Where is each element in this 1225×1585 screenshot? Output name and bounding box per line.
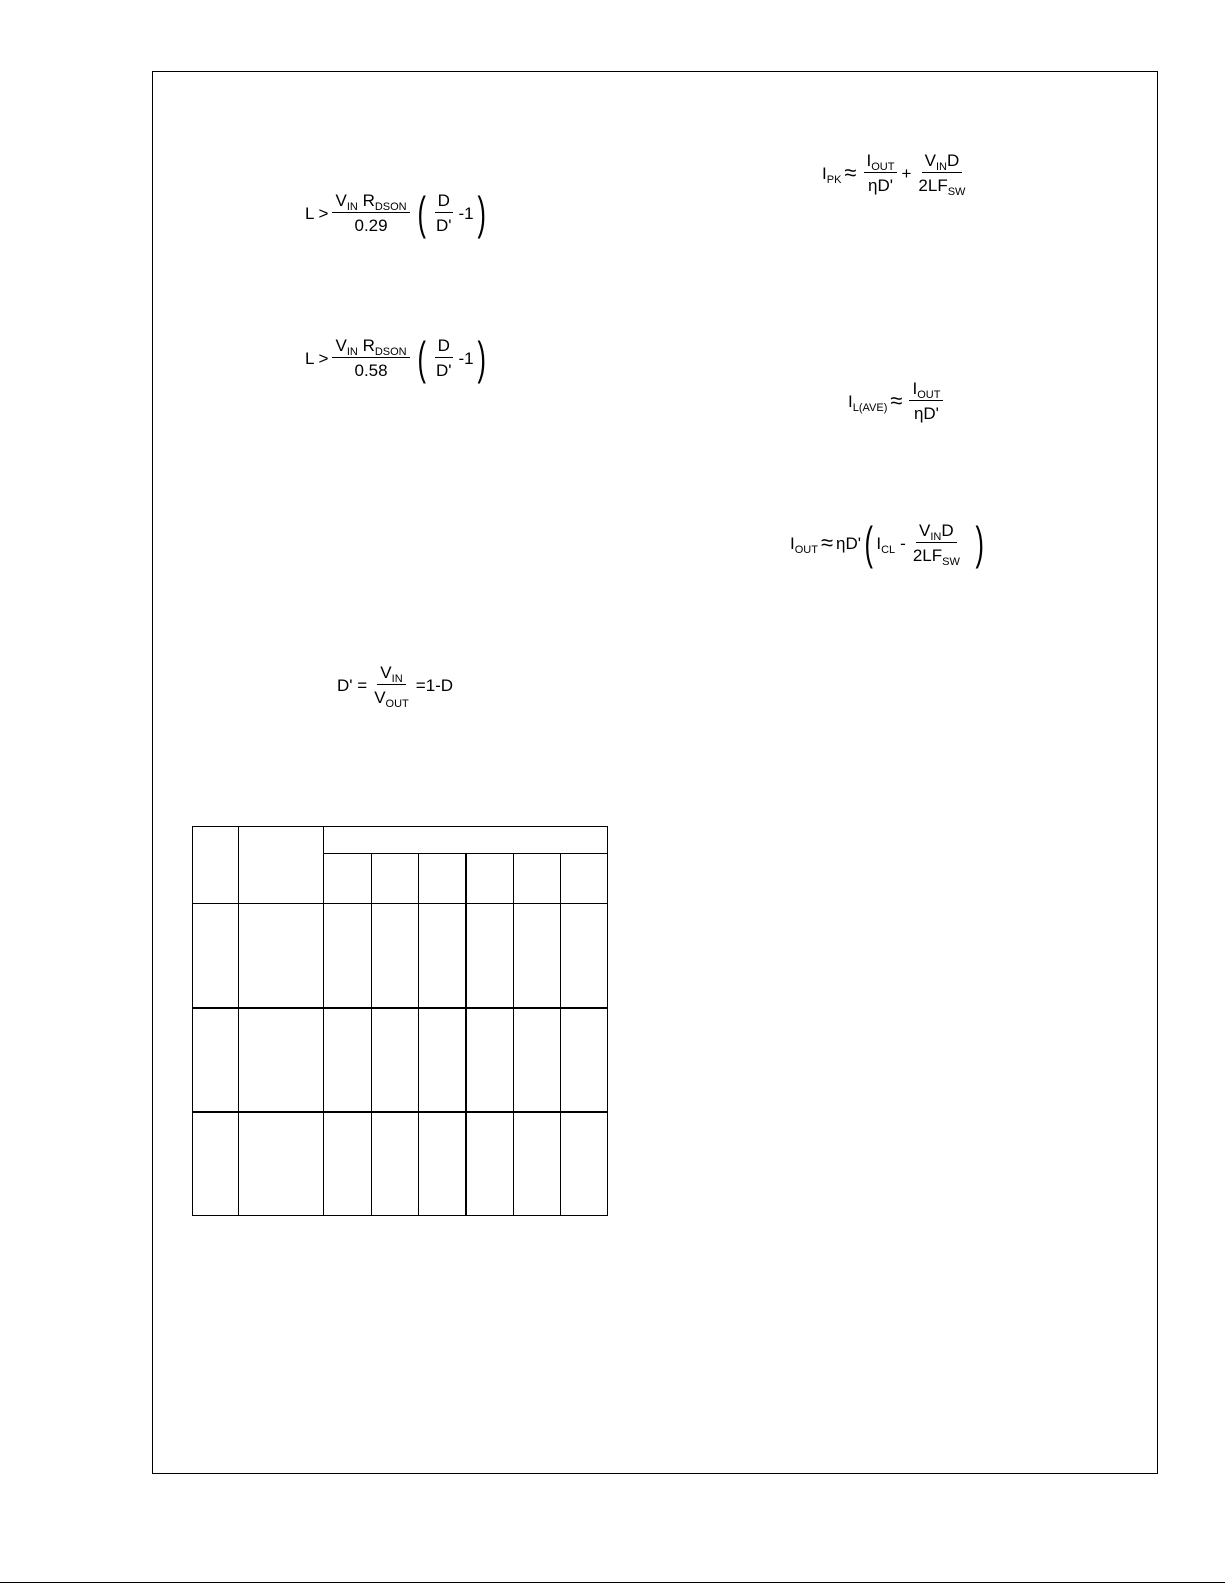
bottom-rule (0, 1582, 1225, 1583)
fraction: $\frac{I_{OUT}}{\eta D'}$ (909, 380, 943, 422)
table-header-cell (514, 854, 561, 904)
duty-cycle-equation: D' = $\frac{V_{IN}}{V_{OUT}}$ =1-D (337, 663, 454, 710)
fraction: $\frac{V_{IN} R_{DSON}}{0.29}$ (332, 192, 409, 234)
table-header-cell (239, 827, 324, 904)
left-paren: ( (417, 332, 426, 384)
inductance-equation-2: L > $\frac{V_{IN} R_{DSON}}{0.58}$ ( $\frac{D}{D'}$ -1 ) (305, 332, 486, 384)
table-row (193, 1112, 608, 1216)
right-paren: ) (477, 332, 486, 384)
table-row (193, 1008, 608, 1112)
table-row (193, 904, 608, 1008)
fraction: $\frac{V_{IN} R_{DSON}}{0.58}$ (332, 337, 409, 379)
fraction: $\frac{V_{IN}}{V_{OUT}}$ (374, 663, 409, 710)
lhs: L > (305, 348, 329, 368)
fraction-2: $\frac{V_{IN}D}{2LF_{SW}}$ (918, 151, 966, 198)
table-group-header-cell (324, 827, 608, 854)
table-header-cell (561, 854, 608, 904)
duty-fraction: $\frac{D}{D'}$ (435, 191, 452, 235)
duty-fraction: $\frac{D}{D'}$ (435, 336, 452, 380)
table-header-cell (372, 854, 419, 904)
right-paren: ) (975, 517, 984, 569)
fraction-1: $\frac{I_{OUT}}{\eta D'}$ (864, 152, 898, 194)
inductor-selection-table (192, 826, 608, 1216)
average-inductor-current-equation: $I_{L(AVE)}$ ≈ $\frac{I_{OUT}}{\eta D'}$ (848, 380, 947, 422)
peak-current-equation: $I_{PK}$ ≈ $\frac{I_{OUT}}{\eta D'}$ + $\frac{V_{IN}D}{2LF_{SW}}$ (822, 152, 972, 194)
table-header-cell (466, 854, 514, 904)
page-frame (152, 71, 1158, 1474)
fraction: $\frac{V_{IN}D}{2LF_{SW}}$ (912, 521, 960, 568)
table-header-cell (419, 854, 467, 904)
left-paren: ( (864, 517, 873, 569)
table-header-cell (324, 854, 372, 904)
output-current-equation: $I_{OUT}$ ≈ ηD' ( $I_{CL}$ - $\frac{V_{IN}D}{2LF_{SW}}$ ) (790, 517, 984, 569)
lhs: L > (305, 203, 329, 223)
table-header-cell (193, 827, 239, 904)
right-paren: ) (477, 187, 486, 239)
inductance-equation-1: L > $\frac{V_{IN} R_{DSON}}{0.29}$ ( $\frac{D}{D'}$ -1 ) (305, 187, 486, 239)
left-paren: ( (417, 187, 426, 239)
